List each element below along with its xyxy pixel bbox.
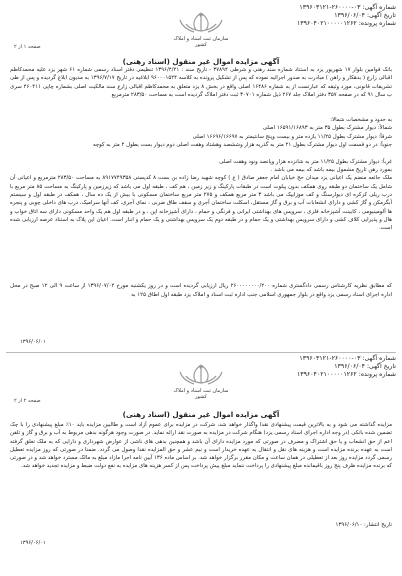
body-paragraph: غرباً: دیوار مشترک بطول ۱۱/۲۵ متر به شانزده هزار وپانصد ونود وهفت اصلی xyxy=(219,158,392,165)
header-info-1 xyxy=(236,4,396,28)
emblem-2 xyxy=(168,362,234,400)
notice-title-2: آگهی مزایده اموال غیر منقول (اسناد رهنی) xyxy=(122,410,280,419)
notice-body-1 xyxy=(10,66,392,315)
emblem-1 xyxy=(168,10,234,48)
body-paragraph: ملک جائعه منضم یک اعیانی یزد میدان حج خیابان امام جعفر صادق ( ع ) کوچه شهید رضا زاده بن بست ۸ کدپستی ۸۹۱۷۷۴۹۳۵۸ به مساحت ۲۸۳/۵۰ مترمربع و اعیانی آن شامل یک ساختمان دو طبقه روی همکف بدون پیلوت است در طبقات پارکینگ و زیر زمین ، هم کف ، طبقه اول می باشد که زیرزمین و پارکینگ به مساحت ۸۵ متر مربع با درب ریلی کرکره ای دیوارسنگ و کف موزاییک می باشد ۳ متر مربع همکف و ۲۷۵ متر مربع ساختمان مسکونی با بیش از یک ده سال ، همکف در طبقه اول و سیستم آبگرمکن و گاز کشی و دارای انشعابات آب و برق و گاز مستقل، اسکلت ساختمان آجری و سقف طاق ضربی ، نمای آجری، کف آنها سرامیک، درب های داخلی چوبی و پنجره ها آلومینیومی ، کابینت آشپزخانه فلزی ، سرویس های بهداشتی ایرانی و فرنگی و حمام ، دارای آشپزخانه اپن ، و در طبقه اول هم یک واحد مسکونی دارای سه اتاق خواب و هال و پذیرایی کلاف کشی و دارای سرویس بهداشتی و یک حمام و در طبقه دوم یک سرویس بهداشتی و یک حمام و انبار است. اعیان این پلاک به استناد عرصه ارزیابی شده است. xyxy=(10,175,392,232)
emblem-logo-icon xyxy=(172,362,230,388)
body-paragraph: شرقاً: دیوار مشترک بطول ۱۱/۲۵ یازده متر و بیست وپنج سانتیمتر به ۱۶۶۹۶/۱۶۶۹۷ اصلی xyxy=(192,133,392,140)
ad-number: شماره آگهی: ۰۳-۲۶۰۰۰۰-۱۳۹۶۰۳۱۲۱ xyxy=(299,4,396,11)
body-paragraph: بانک قوامین بلوار ۱۷ شهریور یزد به استناد شماره سند رهنی و شرطی ۳۷۸۹۴ - تاریخ سند : ۱۳۹۶/۴/۲۱ تنظیمی دفتر اسناد رسمی شماره ۶۱ شهر یزد علیه محمدکاظم اقبالی زارع ( بدهکار و راهن ) مبادرت به صدور اجرائیه نموده که پس از تشکیل پرونده به کلاسه ۹۶۰۰۰۱۵۲۴ ابلاغیه در تاریخ ۱۳۹۶/۷/۱۷ به مدیون ابلاغ گردیده و پس از طی تشریفات قانونی، مورد وثیقه که عبارتست از به شماره ۱۶۴۸۶ اصلی واقع در بخش ۸ یزد متعلق به محمدکاظم اقبالی زارع سند مالکیت اصلی بشماره چاپی ۴۶۰۴۱۱ سری ب سال ۹۱ که در صفحه ۳۵۷ دفتر املاک جلد ۲۶۷ ذیل شماره ۳۰۷۰۱ ثبت دفتر املاک گردیده است به مساحت ۲۸۳/۵۰ مترمربع xyxy=(10,67,392,98)
organization-name: سازمان ثبت اسناد و املاک کشور xyxy=(173,36,229,48)
page-label-1: صفحه ۱ از ۲ xyxy=(14,44,41,50)
notice-title-1: آگهی مزایده اموال غیر منقول (اسناد رهنی) xyxy=(122,57,280,66)
sign-date-2: ۱۳۹۶/۰۶/۰۱ xyxy=(20,540,46,546)
body-paragraph: تاریخ انتشار: ۱۳۹۶/۰۶/۱۰ xyxy=(335,522,392,528)
emblem-logo-icon xyxy=(172,10,230,36)
ad-date: تاریخ آگهی: ۱۳۹۶/۰۶/۰۴ xyxy=(334,363,396,370)
body-paragraph: جنوباً: در دو قسمت اول دیوار مشترک بطول ۲۱ متر به گذریه هزار وششصد وهشتاد وهفت اصلی دوم دیوار بست بطول ۴ متر به کوچه xyxy=(92,141,392,148)
body-paragraph: به حدود و مشخصات شمالا: xyxy=(330,117,392,123)
notice-body-2 xyxy=(10,421,392,529)
sign-date-1: ۱۳۹۶/۰۶/۰۱ xyxy=(20,339,46,345)
case-number: شماره پرونده: ۱۳۹۶۰۴۰۲۱۰۰۰۰۰۱۲۶۲ xyxy=(296,371,396,378)
section-divider xyxy=(6,352,396,353)
body-paragraph: مزایده گذاشته می شود و به بالاترین قیمت پیشنهادی نقدا واگذار خواهد شد، شرکت در مزایده برای عموم آزاد است و طالبین مزایده باید ۱۰٪ مبلغ پیشنهادی را با چک تضمین شده بانکی (در وجه اداره اجرای اسناد رسمی یزد) هنگام شرکت در مزایده به صورت نقد ارائه نماید. در صورت وجود هرگونه بدهی مربوط به آب و برق و گاز و تلفن اعم از حق انشعاب و یا حق اشتراک و مصرف در صورتی که مورد مزایده دارای آن باشد و همچنین بدهی های ناشی از عوارض شهرداری و دارایی که به ملک تعلق گرفته است به عهده برنده مزایده است و هزینه های نقل و انتقال به عهده خریدار است و نیم عشر و حق المزایده نقدا وصول می گردد. ضمنا در صورتی که روز مزایده تعطیل رسمی گردد مزایده روز بعد از تعطیلی در همان ساعت و مکان مقرر برگزار خواهد شد. بر اساس ماده ۱۳۶ آیین نامه اجرا مازاد مبلغ به مالک مسترد خواهد شد و در صورتی که برنده مزایده ظرف پنج روز باقیمانده مبلغ پیشنهادی را پرداخت ننماید مبلغ پیش پرداخت پس از کسر هزینه های مزایده به نفع دولت ضبط و مزایده تجدید خواهد شد. xyxy=(10,422,392,470)
body-paragraph: بمورد رهن تاریخ مشمول بیمه باشد که بیمه می باشد . xyxy=(270,167,392,174)
ad-number: شماره آگهی: ۰۳-۲۶۰۰۰۰-۱۳۹۶۰۳۱۲۱ xyxy=(299,355,396,362)
body-paragraph: شمالاً: دیوار مشترک بطول ۳۵ متر به ۱۶۵۹۱/۱۶۸۹۳ اصلی xyxy=(262,125,392,132)
page-label-2: صفحه ۲ از ۲ xyxy=(14,398,41,404)
header-info-2 xyxy=(236,355,396,379)
ad-date: تاریخ آگهی: ۱۳۹۶/۰۶/۰۴ xyxy=(334,12,396,19)
organization-name: سازمان ثبت اسناد و املاک کشور xyxy=(173,388,229,400)
case-number: شماره پرونده: ۱۳۹۶۰۴۰۲۱۰۰۰۰۰۱۲۶۲ xyxy=(296,20,396,27)
body-paragraph: که مطابق نظریه کارشناس رسمی دادگستری شماره ۲۶۰۰۰۰۰۰۰۰/۲۰۰ ریال ارزیابی گردیده است و در روز یکشنبه مورخ ۱۳۹۶/۰۷/۰۲ از ساعت ۹ الی ۱۲ صبح در محل اداره اجرای اسناد رسمی یزد واقع در بلوار جمهوری اسلامی جنب اداره ثبت اسناد و املاک یزد طبقه اول اطاق ۱۲۵ به xyxy=(10,283,392,298)
